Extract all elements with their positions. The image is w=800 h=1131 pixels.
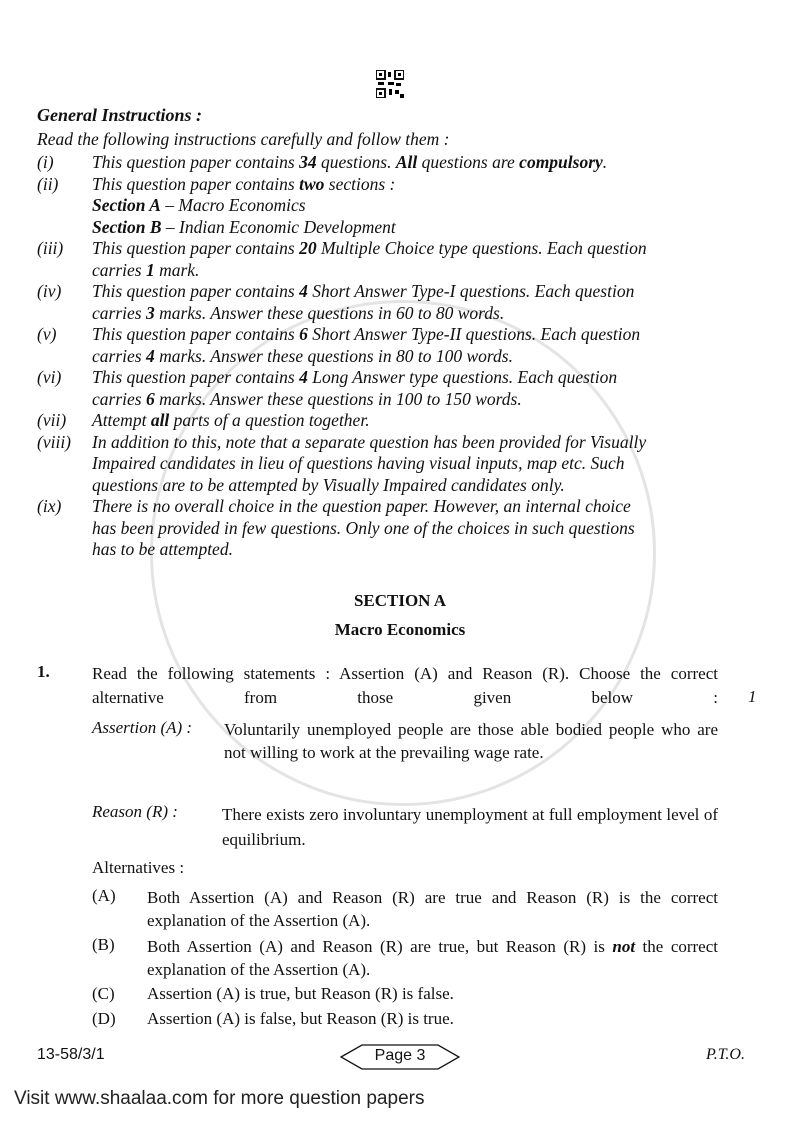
instruction-emphasis: Section A	[92, 195, 161, 215]
instruction-text: Attempt	[92, 410, 151, 430]
instruction-text: questions.	[316, 152, 396, 172]
option-b-post: the correct explanation of the Assertion (A).	[147, 937, 718, 979]
instruction-line	[92, 238, 647, 258]
instruction-text: parts of a question together.	[169, 410, 370, 430]
instruction-emphasis: 6	[145, 388, 155, 409]
instruction-text: marks. Answer these questions in 80 to 100 words.	[154, 345, 513, 366]
section-subtitle: Macro Economics	[334, 620, 466, 639]
instruction-emphasis: All	[395, 152, 418, 172]
instruction-label: (viii)	[37, 431, 72, 452]
instruction-label: (iii)	[37, 238, 64, 258]
instruction-line	[92, 518, 635, 538]
instruction-text: This question paper contains	[92, 281, 300, 301]
instruction-line	[92, 324, 640, 344]
instruction-emphasis: 34	[299, 152, 317, 172]
assertion-label: Assertion (A) :	[92, 718, 193, 737]
instruction-emphasis: all	[150, 410, 170, 430]
instruction-line	[92, 496, 631, 516]
instruction-text: carries	[92, 302, 146, 323]
instruction-text: This question paper contains	[92, 173, 300, 194]
option-a-text: Both Assertion (A) and Reason (R) are true and Reason (R) is the correct explanation of the Assertion (A).	[147, 888, 718, 930]
instruction-text: questions are to be attempted by Visually Impaired candidates only.	[92, 474, 565, 495]
section-title: SECTION A	[353, 591, 447, 610]
instruction-text: This question paper contains	[92, 367, 300, 387]
instruction-label: (ii)	[37, 173, 59, 194]
instruction-emphasis: 1	[145, 259, 155, 280]
instruction-line	[92, 475, 565, 495]
instruction-text: questions are	[417, 152, 520, 172]
paper-code: 13-58/3/1	[37, 1046, 105, 1063]
instruction-line	[92, 367, 617, 387]
instruction-text: Long Answer type questions. Each question	[307, 367, 618, 387]
instruction-text: Short Answer Type-I questions. Each question	[307, 281, 635, 301]
instruction-text: Multiple Choice type questions. Each question	[316, 238, 647, 258]
instruction-text: – Indian Economic Development	[161, 216, 396, 237]
instruction-line	[92, 453, 625, 473]
reason-text: There exists zero involuntary unemployment at full employment level of equilibrium.	[222, 805, 718, 849]
instruction-text: carries	[92, 259, 146, 280]
instruction-emphasis: compulsory	[519, 152, 603, 172]
instruction-emphasis: 6	[299, 324, 308, 344]
option-b-label: (B)	[92, 935, 115, 954]
page-number: Page 3	[374, 1047, 426, 1064]
pto-label: P.T.O.	[706, 1046, 745, 1063]
instruction-emphasis: 3	[145, 302, 155, 323]
instruction-text: has been provided in few questions. Only one of the choices in such questions	[92, 517, 635, 538]
instruction-line	[92, 152, 607, 172]
instruction-text: Impaired candidates in lieu of questions having visual inputs, map etc. Such	[92, 453, 625, 473]
instruction-text: carries	[92, 388, 146, 409]
instruction-text: marks. Answer these questions in 60 to 80 words.	[154, 302, 505, 323]
instruction-line	[92, 260, 199, 280]
page-number-badge	[340, 1043, 460, 1071]
qr-code-icon	[376, 70, 404, 98]
instruction-label: (vii)	[37, 410, 67, 430]
option-c-label: (C)	[92, 984, 115, 1003]
visit-link[interactable]: Visit www.shaalaa.com for more question papers	[14, 1088, 425, 1109]
option-c-text: Assertion (A) is true, but Reason (R) is false.	[147, 984, 454, 1003]
instruction-emphasis: 20	[299, 238, 317, 258]
instruction-label: (iv)	[37, 281, 62, 301]
instruction-line	[92, 389, 522, 409]
assertion-text: Voluntarily unemployed people are those able bodied people who are not willing to work at the prevailing wage rate.	[224, 720, 718, 762]
instruction-text: Short Answer Type-II questions. Each question	[307, 324, 641, 344]
option-d-text: Assertion (A) is false, but Reason (R) is true.	[147, 1009, 454, 1028]
question-marks: 1	[748, 687, 757, 706]
instruction-line	[92, 281, 634, 301]
instruction-text: In addition to this, note that a separate question has been provided for Visually	[92, 431, 647, 452]
instruction-emphasis: 4	[145, 345, 155, 366]
reason-label: Reason (R) :	[92, 802, 178, 821]
instruction-text: sections :	[324, 173, 396, 194]
instruction-label: (ix)	[37, 496, 62, 516]
instruction-text: marks. Answer these questions in 100 to 150 words.	[154, 388, 522, 409]
alternatives-label: Alternatives :	[92, 858, 185, 877]
instruction-text: mark.	[154, 259, 200, 280]
instruction-emphasis: 4	[299, 281, 308, 301]
option-a-label: (A)	[92, 886, 116, 905]
option-b-pre: Both Assertion (A) and Reason (R) are true, but Reason (R) is	[147, 937, 613, 956]
question-text: Read the following statements : Assertion (A) and Reason (R). Choose the correct alternative from those given below :	[92, 664, 718, 707]
instruction-line	[92, 346, 513, 366]
instruction-text: There is no overall choice in the question paper. However, an internal choice	[92, 496, 631, 516]
instruction-text: – Macro Economics	[160, 195, 306, 215]
instruction-text: This question paper contains	[92, 152, 300, 172]
instruction-line	[92, 539, 233, 559]
instruction-label: (v)	[37, 324, 57, 344]
option-b-emphasis: not	[612, 937, 636, 956]
question-number: 1.	[37, 662, 50, 681]
general-instructions-intro: Read the following instructions carefully and follow them :	[37, 129, 450, 149]
instruction-label: (i)	[37, 152, 54, 172]
instruction-line	[92, 217, 396, 237]
instruction-line	[92, 410, 370, 430]
instruction-emphasis: 4	[299, 367, 308, 387]
instruction-text: This question paper contains	[92, 324, 300, 344]
general-instructions-title: General Instructions :	[37, 105, 203, 125]
option-d-label: (D)	[92, 1009, 116, 1028]
instruction-line	[92, 174, 395, 194]
instruction-emphasis: two	[299, 173, 325, 194]
instruction-text: .	[602, 152, 608, 172]
instruction-text: This question paper contains	[92, 238, 300, 258]
instruction-emphasis: Section B	[92, 216, 162, 237]
instruction-line	[92, 195, 306, 215]
instruction-label: (vi)	[37, 367, 62, 387]
option-b-text	[147, 935, 718, 981]
instruction-text: has to be attempted.	[92, 539, 233, 559]
instruction-line	[92, 303, 504, 323]
instruction-text: carries	[92, 345, 146, 366]
instruction-line	[92, 432, 646, 452]
